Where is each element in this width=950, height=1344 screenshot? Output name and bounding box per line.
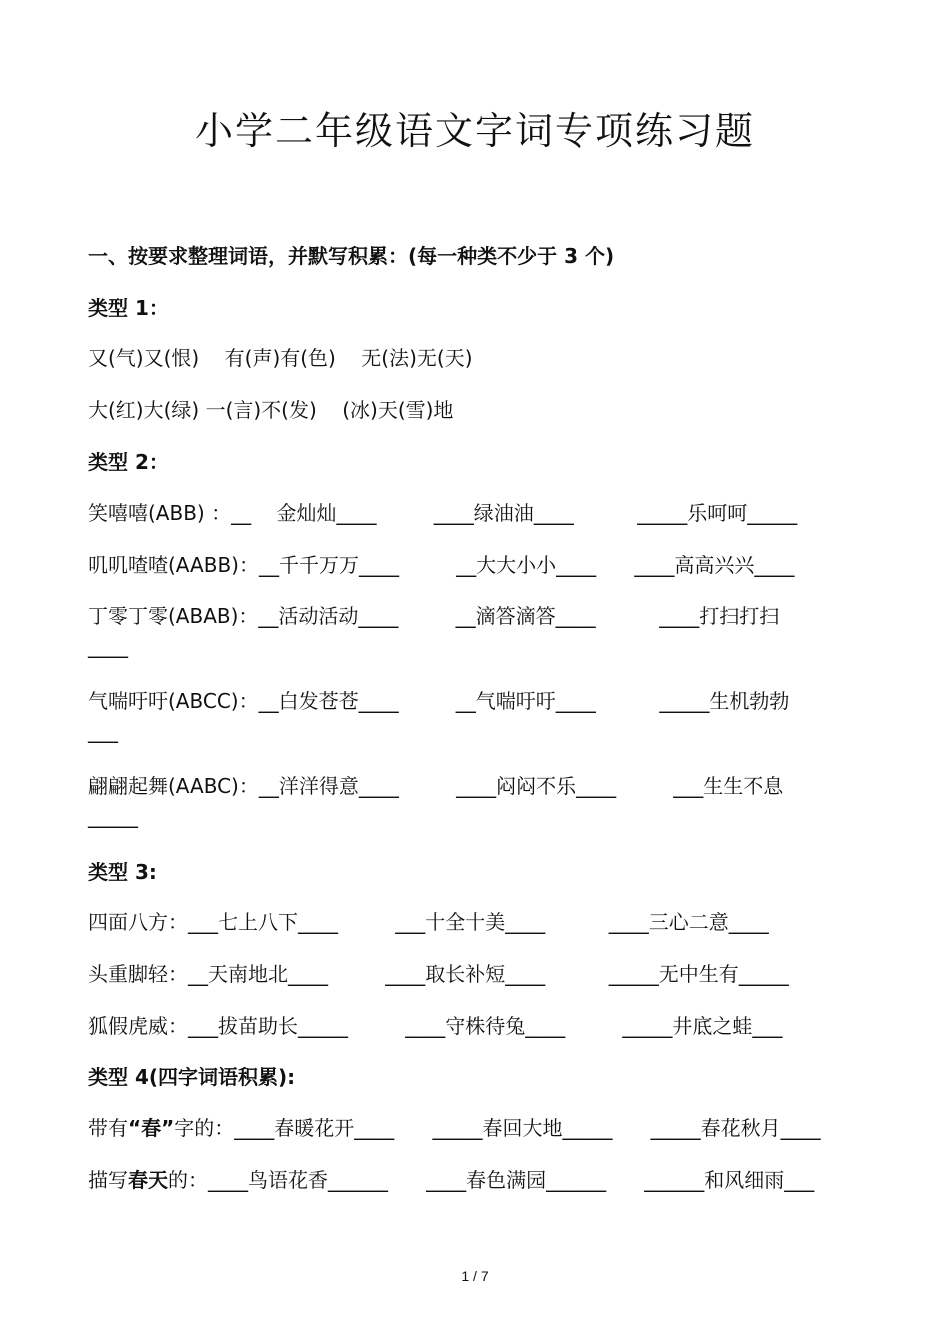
type2-line-5: 翩翩起舞(AABC)：__洋洋得意____ ____闷闷不乐____ ___生生不息 [88,774,784,798]
type4-line-2-body: 的：____鸟语花香______ ____春色满园______ ______和风细雨___ [168,1168,815,1192]
type2-line-3: 丁零丁零(ABAB)：__活动活动____ __滴答滴答____ ____打扫打扫 [88,604,780,628]
type2-line-4-cont: ___ [88,719,118,743]
type3-heading: 类型 3: [88,860,157,884]
page-title: 小学二年级语文字词专项练习题 [194,109,755,153]
type3-line-1: 四面八方：___七上八下____ ___十全十美____ ____三心二意____ [88,910,769,934]
type4-line-1-body: 字的：____春暖花开____ _____春回大地_____ _____春花秋月____ [174,1116,821,1140]
type3-line-2: 头重脚轻：__天南地北____ ____取长补短____ _____无中生有_____ [88,962,789,986]
type2-heading: 类型 2： [88,450,169,474]
type3-line-3: 狐假虎威：___拔苗助长_____ ____守株待兔____ _____井底之蛙___ [88,1014,783,1038]
type4-line-2-keyword: 春天 [128,1168,168,1192]
type2-line-1: 笑嘻嘻(ABB) ：__ 金灿灿____ ____绿油油____ _____乐呵呵_____ [88,501,798,525]
type4-heading: 类型 4(四字词语积累): [88,1065,296,1089]
type1-heading: 类型 1： [88,296,169,320]
type4-line-1-keyword: “春” [128,1116,175,1140]
type2-line-3-cont: ____ [88,634,128,658]
type2-line-2: 叽叽喳喳(AABB)：__千千万万____ __大大小小____ ____高高兴兴____ [88,553,795,577]
section-heading: 一、按要求整理词语，并默写积累：(每一种类不少于 3 个) [88,244,615,268]
type4-line-2-prefix: 描写 [88,1168,128,1192]
type2-line-5-cont: _____ [88,804,138,828]
type2-line-4: 气喘吁吁(ABCC)：__白发苍苍____ __气喘吁吁____ _____生机勃勃 [88,689,790,713]
type4-line-2 [88,1164,814,1193]
type1-line-2: 大(红)大(绿) 一(言)不(发) (冰)天(雪)地 [88,398,454,422]
type1-line-1: 又(气)又(恨) 有(声)有(色) 无(法)无(天) [88,346,473,370]
page-number: 1 / 7 [461,1268,489,1284]
type4-line-1 [88,1112,821,1141]
type4-line-1-prefix: 带有 [88,1116,128,1140]
